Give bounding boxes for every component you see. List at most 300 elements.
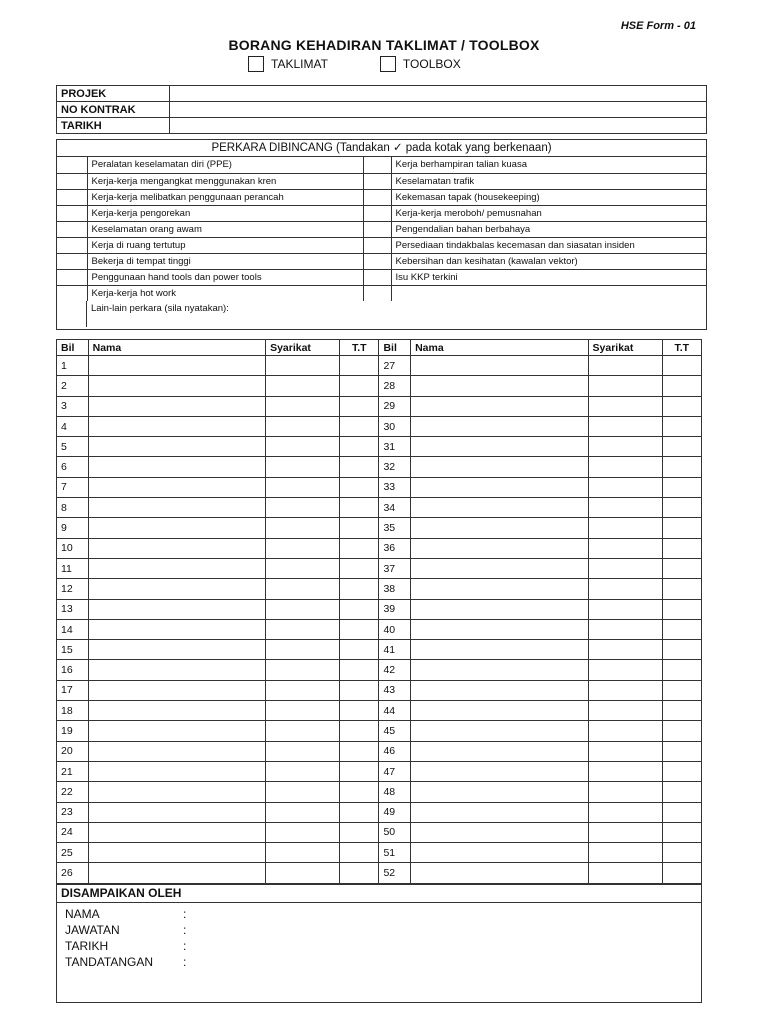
signature-field[interactable]	[662, 680, 701, 700]
row-number: 9	[57, 518, 89, 538]
attendance-row	[57, 416, 702, 436]
name-field[interactable]	[88, 579, 265, 599]
name-field[interactable]	[88, 863, 265, 883]
topic-label: Kerja di ruang tertutup	[87, 237, 363, 253]
name-field[interactable]	[88, 843, 265, 863]
company-field[interactable]	[266, 579, 340, 599]
company-field[interactable]	[588, 619, 662, 639]
attendance-table	[56, 339, 702, 884]
signature-field[interactable]	[340, 477, 379, 497]
company-field[interactable]	[588, 356, 662, 376]
topic-checkbox-cell[interactable]	[363, 253, 391, 269]
row-number: 40	[379, 619, 411, 639]
company-field[interactable]	[588, 680, 662, 700]
signature-field[interactable]	[662, 457, 701, 477]
field-separator: :	[183, 939, 187, 953]
signature-field[interactable]	[340, 599, 379, 619]
topic-checkbox-cell[interactable]	[363, 221, 391, 237]
attendance-row	[57, 376, 702, 396]
company-field[interactable]	[266, 538, 340, 558]
signature-field[interactable]	[662, 356, 701, 376]
name-field[interactable]	[88, 518, 265, 538]
company-field[interactable]	[588, 457, 662, 477]
signature-field[interactable]	[340, 761, 379, 781]
name-field[interactable]	[88, 457, 265, 477]
attendance-row	[57, 680, 702, 700]
row-number: 32	[379, 457, 411, 477]
row-number: 35	[379, 518, 411, 538]
name-field[interactable]	[88, 619, 265, 639]
delivered-field-label: JAWATAN	[65, 923, 120, 937]
attendance-row	[57, 599, 702, 619]
attendance-row	[57, 457, 702, 477]
topic-checkbox-cell[interactable]	[363, 269, 391, 285]
signature-field[interactable]	[662, 721, 701, 741]
form-title: BORANG KEHADIRAN TAKLIMAT / TOOLBOX	[228, 37, 540, 53]
topic-checkbox-cell[interactable]	[363, 189, 391, 205]
signature-field[interactable]	[662, 477, 701, 497]
company-field[interactable]	[266, 477, 340, 497]
company-field[interactable]	[266, 843, 340, 863]
attendance-row	[57, 863, 702, 883]
signature-field[interactable]	[662, 599, 701, 619]
topic-label: Keselamatan trafik	[391, 173, 706, 189]
name-field[interactable]	[88, 701, 265, 721]
row-number: 30	[379, 416, 411, 436]
company-field[interactable]	[266, 356, 340, 376]
row-number: 19	[57, 721, 89, 741]
row-number: 16	[57, 660, 89, 680]
company-field[interactable]	[266, 437, 340, 457]
row-number: 46	[379, 741, 411, 761]
type-label: TAKLIMAT	[271, 57, 328, 71]
signature-field[interactable]	[340, 396, 379, 416]
topic-checkbox-cell[interactable]	[363, 285, 391, 301]
delivered-field-row[interactable]	[57, 954, 701, 970]
header-row-tarikh	[57, 118, 707, 134]
name-field[interactable]	[411, 782, 588, 802]
attendance-row	[57, 782, 702, 802]
topic-checkbox-cell[interactable]	[57, 189, 87, 205]
name-field[interactable]	[411, 558, 588, 578]
name-field[interactable]	[411, 802, 588, 822]
header-label: NO KONTRAK	[57, 102, 170, 118]
company-field[interactable]	[266, 396, 340, 416]
signature-field[interactable]	[340, 416, 379, 436]
name-field[interactable]	[88, 538, 265, 558]
company-field[interactable]	[588, 761, 662, 781]
col-header-syarikat: Syarikat	[588, 340, 662, 356]
name-field[interactable]	[88, 498, 265, 518]
name-field[interactable]	[411, 396, 588, 416]
signature-field[interactable]	[340, 457, 379, 477]
company-field[interactable]	[266, 761, 340, 781]
topic-checkbox-cell[interactable]	[57, 237, 87, 253]
topic-label: Bekerja di tempat tinggi	[87, 253, 363, 269]
signature-field[interactable]	[662, 660, 701, 680]
other-topics-row	[57, 301, 706, 327]
company-field[interactable]	[266, 802, 340, 822]
topic-label: Persediaan tindakbalas kecemasan dan siasatan insiden	[391, 237, 706, 253]
type-label: TOOLBOX	[402, 57, 461, 71]
col-header-tt: T.T	[662, 340, 701, 356]
signature-field[interactable]	[662, 802, 701, 822]
row-number: 1	[57, 356, 89, 376]
row-number: 43	[379, 680, 411, 700]
delivered-field-label: NAMA	[65, 907, 100, 921]
company-field[interactable]	[266, 782, 340, 802]
name-field[interactable]	[411, 376, 588, 396]
row-number: 22	[57, 782, 89, 802]
row-number: 42	[379, 660, 411, 680]
row-number: 41	[379, 640, 411, 660]
signature-field[interactable]	[662, 782, 701, 802]
name-field[interactable]	[411, 437, 588, 457]
field-separator: :	[183, 955, 187, 969]
col-header-tt: T.T	[340, 340, 379, 356]
topic-label: Isu KKP terkini	[391, 269, 706, 285]
row-number: 10	[57, 538, 89, 558]
row-number: 14	[57, 619, 89, 639]
name-field[interactable]	[88, 721, 265, 741]
checkbox[interactable]	[380, 56, 396, 72]
company-field[interactable]	[588, 437, 662, 457]
company-field[interactable]	[588, 782, 662, 802]
company-field[interactable]	[266, 376, 340, 396]
name-field[interactable]	[411, 843, 588, 863]
signature-field[interactable]	[340, 782, 379, 802]
topic-row	[57, 157, 706, 173]
name-field[interactable]	[411, 822, 588, 842]
topics-table	[57, 157, 706, 301]
row-number: 13	[57, 599, 89, 619]
company-field[interactable]	[266, 822, 340, 842]
signature-field[interactable]	[340, 660, 379, 680]
signature-field[interactable]	[340, 822, 379, 842]
company-field[interactable]	[588, 579, 662, 599]
row-number: 48	[379, 782, 411, 802]
topic-row	[57, 221, 706, 237]
company-field[interactable]	[266, 619, 340, 639]
company-field[interactable]	[588, 498, 662, 518]
row-number: 12	[57, 579, 89, 599]
signature-field[interactable]	[340, 356, 379, 376]
company-field[interactable]	[266, 457, 340, 477]
company-field[interactable]	[588, 416, 662, 436]
company-field[interactable]	[588, 538, 662, 558]
name-field[interactable]	[411, 619, 588, 639]
name-field[interactable]	[411, 457, 588, 477]
delivered-field-label: TARIKH	[65, 939, 109, 953]
name-field[interactable]	[88, 416, 265, 436]
name-field[interactable]	[88, 822, 265, 842]
delivered-field-row[interactable]	[57, 906, 701, 922]
company-field[interactable]	[588, 599, 662, 619]
topic-label: Keselamatan orang awam	[87, 221, 363, 237]
company-field[interactable]	[266, 863, 340, 883]
row-number: 51	[379, 843, 411, 863]
signature-field[interactable]	[662, 498, 701, 518]
signature-field[interactable]	[340, 701, 379, 721]
type-option-taklimat[interactable]	[248, 56, 328, 72]
signature-field[interactable]	[662, 741, 701, 761]
company-field[interactable]	[588, 863, 662, 883]
row-number: 8	[57, 498, 89, 518]
company-field[interactable]	[588, 558, 662, 578]
row-number: 47	[379, 761, 411, 781]
row-number: 28	[379, 376, 411, 396]
company-field[interactable]	[266, 518, 340, 538]
row-number: 20	[57, 741, 89, 761]
topic-checkbox-cell[interactable]	[57, 221, 87, 237]
row-number: 23	[57, 802, 89, 822]
company-field[interactable]	[588, 822, 662, 842]
name-field[interactable]	[88, 680, 265, 700]
row-number: 50	[379, 822, 411, 842]
col-header-syarikat: Syarikat	[266, 340, 340, 356]
row-number: 45	[379, 721, 411, 741]
attendance-row	[57, 701, 702, 721]
company-field[interactable]	[588, 802, 662, 822]
attendance-row	[57, 822, 702, 842]
company-field[interactable]	[266, 680, 340, 700]
row-number: 18	[57, 701, 89, 721]
attendance-row	[57, 619, 702, 639]
company-field[interactable]	[588, 640, 662, 660]
type-option-toolbox[interactable]	[380, 56, 461, 72]
attendance-row	[57, 721, 702, 741]
topic-row	[57, 253, 706, 269]
col-header-bil: Bil	[57, 340, 89, 356]
attendance-header-row	[57, 340, 702, 356]
signature-field[interactable]	[662, 437, 701, 457]
name-field[interactable]	[88, 782, 265, 802]
row-number: 5	[57, 437, 89, 457]
name-field[interactable]	[411, 498, 588, 518]
col-header-nama: Nama	[411, 340, 588, 356]
other-topics-label[interactable]: Lain-lain perkara (sila nyatakan):	[91, 303, 229, 314]
topic-checkbox-cell[interactable]	[57, 205, 87, 221]
field-separator: :	[183, 907, 187, 921]
company-field[interactable]	[266, 640, 340, 660]
row-number: 2	[57, 376, 89, 396]
col-header-nama: Nama	[88, 340, 265, 356]
signature-field[interactable]	[340, 558, 379, 578]
company-field[interactable]	[266, 599, 340, 619]
form-type-selector	[248, 56, 461, 72]
attendance-row	[57, 660, 702, 680]
name-field[interactable]	[411, 356, 588, 376]
company-field[interactable]	[588, 518, 662, 538]
topic-row	[57, 237, 706, 253]
row-number: 24	[57, 822, 89, 842]
name-field[interactable]	[88, 640, 265, 660]
topic-checkbox-cell[interactable]	[57, 269, 87, 285]
signature-field[interactable]	[340, 802, 379, 822]
row-number: 31	[379, 437, 411, 457]
company-field[interactable]	[588, 376, 662, 396]
attendance-row	[57, 640, 702, 660]
name-field[interactable]	[411, 599, 588, 619]
name-field[interactable]	[88, 741, 265, 761]
signature-field[interactable]	[662, 518, 701, 538]
row-number: 52	[379, 863, 411, 883]
name-field[interactable]	[411, 863, 588, 883]
company-field[interactable]	[266, 721, 340, 741]
row-number: 36	[379, 538, 411, 558]
signature-field[interactable]	[662, 376, 701, 396]
header-label: TARIKH	[57, 118, 170, 134]
company-field[interactable]	[266, 416, 340, 436]
company-field[interactable]	[266, 558, 340, 578]
signature-field[interactable]	[340, 843, 379, 863]
row-number: 7	[57, 477, 89, 497]
name-field[interactable]	[411, 741, 588, 761]
company-field[interactable]	[266, 741, 340, 761]
name-field[interactable]	[88, 477, 265, 497]
topic-label: Penggunaan hand tools dan power tools	[87, 269, 363, 285]
checkbox[interactable]	[248, 56, 264, 72]
signature-field[interactable]	[340, 518, 379, 538]
attendance-row	[57, 356, 702, 376]
name-field[interactable]	[411, 416, 588, 436]
topic-row	[57, 189, 706, 205]
topic-checkbox-cell[interactable]	[363, 173, 391, 189]
signature-field[interactable]	[340, 579, 379, 599]
topic-label: Kerja berhampiran talian kuasa	[391, 157, 706, 173]
topic-checkbox-cell[interactable]	[363, 157, 391, 173]
name-field[interactable]	[88, 396, 265, 416]
company-field[interactable]	[588, 741, 662, 761]
attendance-row	[57, 396, 702, 416]
signature-field[interactable]	[662, 558, 701, 578]
topics-section	[56, 139, 707, 330]
company-field[interactable]	[266, 660, 340, 680]
name-field[interactable]	[411, 660, 588, 680]
company-field[interactable]	[588, 721, 662, 741]
row-number: 25	[57, 843, 89, 863]
topic-label	[391, 285, 706, 301]
row-number: 34	[379, 498, 411, 518]
signature-field[interactable]	[340, 640, 379, 660]
name-field[interactable]	[411, 640, 588, 660]
name-field[interactable]	[88, 437, 265, 457]
name-field[interactable]	[411, 477, 588, 497]
field-separator: :	[183, 923, 187, 937]
signature-field[interactable]	[662, 640, 701, 660]
signature-field[interactable]	[662, 579, 701, 599]
name-field[interactable]	[411, 518, 588, 538]
signature-field[interactable]	[340, 863, 379, 883]
name-field[interactable]	[88, 558, 265, 578]
company-field[interactable]	[588, 660, 662, 680]
attendance-row	[57, 558, 702, 578]
name-field[interactable]	[411, 538, 588, 558]
delivered-field-row[interactable]	[57, 922, 701, 938]
attendance-row	[57, 741, 702, 761]
name-field[interactable]	[88, 356, 265, 376]
header-value-field[interactable]	[170, 86, 707, 102]
name-field[interactable]	[88, 660, 265, 680]
company-field[interactable]	[588, 701, 662, 721]
name-field[interactable]	[411, 721, 588, 741]
signature-field[interactable]	[340, 376, 379, 396]
name-field[interactable]	[411, 680, 588, 700]
row-number: 11	[57, 558, 89, 578]
attendance-row	[57, 538, 702, 558]
signature-field[interactable]	[340, 619, 379, 639]
row-number: 38	[379, 579, 411, 599]
row-number: 37	[379, 558, 411, 578]
delivered-field-row[interactable]	[57, 938, 701, 954]
delivered-field-label: TANDATANGAN	[65, 955, 154, 969]
header-row-projek	[57, 86, 707, 102]
row-number: 21	[57, 761, 89, 781]
row-number: 29	[379, 396, 411, 416]
attendance-row	[57, 498, 702, 518]
topic-checkbox-cell[interactable]	[363, 237, 391, 253]
header-value-field[interactable]	[170, 118, 707, 134]
signature-field[interactable]	[340, 721, 379, 741]
header-label: PROJEK	[57, 86, 170, 102]
topic-label: Kekemasan tapak (housekeeping)	[391, 189, 706, 205]
topic-checkbox-cell[interactable]	[57, 173, 87, 189]
topic-label: Kerja-kerja hot work	[87, 285, 363, 301]
signature-field[interactable]	[662, 863, 701, 883]
topic-label: Kerja-kerja pengorekan	[87, 205, 363, 221]
signature-field[interactable]	[340, 741, 379, 761]
name-field[interactable]	[88, 802, 265, 822]
topic-checkbox-cell[interactable]	[57, 285, 87, 301]
company-field[interactable]	[266, 498, 340, 518]
signature-field[interactable]	[340, 437, 379, 457]
signature-field[interactable]	[662, 619, 701, 639]
row-number: 49	[379, 802, 411, 822]
topic-row	[57, 205, 706, 221]
company-field[interactable]	[266, 701, 340, 721]
signature-field[interactable]	[340, 498, 379, 518]
topic-checkbox-cell[interactable]	[363, 205, 391, 221]
company-field[interactable]	[588, 477, 662, 497]
signature-field[interactable]	[662, 843, 701, 863]
header-value-field[interactable]	[170, 102, 707, 118]
topic-checkbox-cell[interactable]	[57, 157, 87, 173]
other-check-cell[interactable]	[57, 301, 87, 327]
company-field[interactable]	[588, 843, 662, 863]
topic-label: Kerja-kerja melibatkan penggunaan perancah	[87, 189, 363, 205]
name-field[interactable]	[411, 701, 588, 721]
name-field[interactable]	[411, 579, 588, 599]
name-field[interactable]	[88, 376, 265, 396]
name-field[interactable]	[88, 761, 265, 781]
signature-field[interactable]	[340, 538, 379, 558]
signature-field[interactable]	[662, 761, 701, 781]
attendance-row	[57, 802, 702, 822]
topic-checkbox-cell[interactable]	[57, 253, 87, 269]
company-field[interactable]	[588, 396, 662, 416]
topic-row	[57, 269, 706, 285]
signature-field[interactable]	[662, 822, 701, 842]
signature-field[interactable]	[662, 538, 701, 558]
header-fields-table	[56, 85, 707, 134]
signature-field[interactable]	[340, 680, 379, 700]
signature-field[interactable]	[662, 701, 701, 721]
signature-field[interactable]	[662, 396, 701, 416]
name-field[interactable]	[411, 761, 588, 781]
name-field[interactable]	[88, 599, 265, 619]
row-number: 15	[57, 640, 89, 660]
signature-field[interactable]	[662, 416, 701, 436]
